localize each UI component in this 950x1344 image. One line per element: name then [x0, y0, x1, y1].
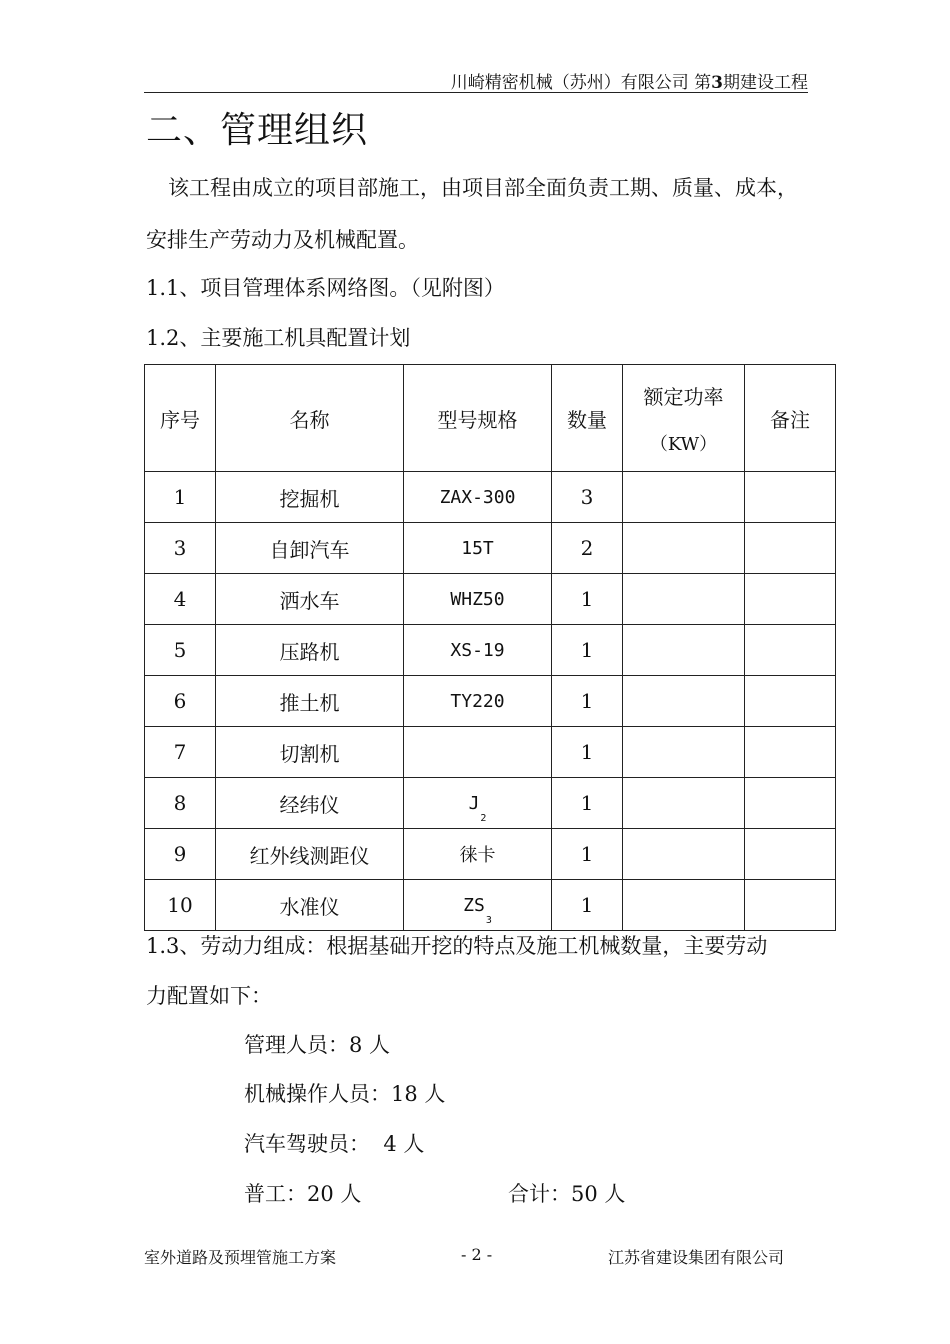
cell-seq: 7 [145, 727, 216, 778]
model-text: WHZ50 [450, 588, 505, 610]
table-row [145, 676, 836, 727]
footer-doc-title: 室外道路及预埋管施工方案 [144, 1248, 337, 1267]
model-text: 15T [461, 537, 494, 559]
model-subscript: 2 [480, 812, 487, 824]
cell-model [404, 880, 552, 931]
th-power-unit: （KW） [649, 434, 718, 455]
table-row [145, 778, 836, 829]
cell-qty: 1 [552, 778, 623, 829]
cell-model [404, 727, 552, 778]
th-note: 备注 [745, 365, 836, 472]
model-text: TY220 [450, 690, 505, 712]
cell-note [745, 625, 836, 676]
cell-seq: 3 [145, 523, 216, 574]
labor-total: 合计：50 人 [508, 1182, 626, 1206]
cell-qty: 3 [552, 472, 623, 523]
model-subscript: 3 [485, 914, 492, 926]
item-1-3-line-2: 力配置如下： [146, 984, 272, 1008]
footer-page-number: - 2 - [461, 1245, 493, 1264]
th-seq: 序号 [145, 365, 216, 472]
table-row [145, 880, 836, 931]
cell-note [745, 880, 836, 931]
th-qty: 数量 [552, 365, 623, 472]
cell-note [745, 778, 836, 829]
cell-seq: 10 [145, 880, 216, 931]
item-1-2: 1.2、主要施工机具配置计划 [146, 326, 411, 350]
cell-power [623, 727, 745, 778]
th-power [623, 365, 745, 472]
model-text: 徕卡 [459, 845, 496, 866]
cell-qty: 1 [552, 880, 623, 931]
cell-model [404, 676, 552, 727]
cell-power [623, 625, 745, 676]
labor-drivers: 汽车驾驶员： 4 人 [244, 1132, 425, 1156]
th-model: 型号规格 [404, 365, 552, 472]
model-text: J [468, 792, 480, 814]
cell-name: 洒水车 [216, 574, 404, 625]
th-power-label: 额定功率 [643, 385, 724, 409]
header-phase-suffix: 期建设工程 [723, 73, 808, 93]
cell-model [404, 778, 552, 829]
model-text: XS-19 [450, 639, 505, 661]
intro-line-2: 安排生产劳动力及机械配置。 [146, 228, 419, 252]
cell-power [623, 472, 745, 523]
cell-model [404, 625, 552, 676]
table-row [145, 523, 836, 574]
labor-managers: 管理人员：8 人 [244, 1033, 391, 1057]
page-header [451, 68, 808, 93]
cell-note [745, 676, 836, 727]
cell-power [623, 676, 745, 727]
cell-name: 挖掘机 [216, 472, 404, 523]
item-1-1: 1.1、项目管理体系网络图。（见附图） [146, 276, 505, 300]
cell-model [404, 829, 552, 880]
table-row [145, 829, 836, 880]
header-phase-num: 3 [711, 73, 723, 93]
intro-line-1: 该工程由成立的项目部施工，由项目部全面负责工期、质量、成本， [168, 176, 798, 200]
header-phase-prefix: 第 [694, 73, 712, 93]
cell-note [745, 829, 836, 880]
cell-qty: 1 [552, 727, 623, 778]
footer-company: 江苏省建设集团有限公司 [608, 1248, 785, 1267]
cell-name: 压路机 [216, 625, 404, 676]
cell-power [623, 523, 745, 574]
cell-power [623, 574, 745, 625]
cell-note [745, 574, 836, 625]
section-title: 二、管理组织 [146, 110, 369, 151]
model-text: ZAX-300 [439, 486, 516, 508]
cell-power [623, 880, 745, 931]
labor-operators: 机械操作人员：18 人 [244, 1082, 446, 1106]
cell-power [623, 829, 745, 880]
cell-name: 经纬仪 [216, 778, 404, 829]
item-1-3-line-1: 1.3、劳动力组成：根据基础开挖的特点及施工机械数量，主要劳动 [146, 934, 768, 958]
equipment-table [144, 364, 836, 931]
cell-name: 切割机 [216, 727, 404, 778]
cell-qty: 2 [552, 523, 623, 574]
cell-note [745, 472, 836, 523]
cell-qty: 1 [552, 625, 623, 676]
table-row [145, 625, 836, 676]
cell-name: 自卸汽车 [216, 523, 404, 574]
table-row [145, 727, 836, 778]
cell-name: 推土机 [216, 676, 404, 727]
table-row [145, 472, 836, 523]
cell-seq: 4 [145, 574, 216, 625]
cell-seq: 5 [145, 625, 216, 676]
cell-note [745, 523, 836, 574]
cell-model [404, 523, 552, 574]
cell-name: 水准仪 [216, 880, 404, 931]
cell-power [623, 778, 745, 829]
th-name: 名称 [216, 365, 404, 472]
cell-qty: 1 [552, 574, 623, 625]
labor-workers: 普工：20 人 [244, 1182, 362, 1206]
model-text: ZS [463, 894, 485, 916]
cell-model [404, 574, 552, 625]
table-header-row [145, 365, 836, 472]
table-row [145, 574, 836, 625]
cell-note [745, 727, 836, 778]
header-rule [144, 92, 808, 93]
cell-seq: 9 [145, 829, 216, 880]
cell-seq: 1 [145, 472, 216, 523]
cell-model [404, 472, 552, 523]
cell-qty: 1 [552, 676, 623, 727]
cell-qty: 1 [552, 829, 623, 880]
header-company: 川崎精密机械（苏州）有限公司 [450, 73, 689, 93]
cell-name: 红外线测距仪 [216, 829, 404, 880]
cell-seq: 8 [145, 778, 216, 829]
cell-seq: 6 [145, 676, 216, 727]
